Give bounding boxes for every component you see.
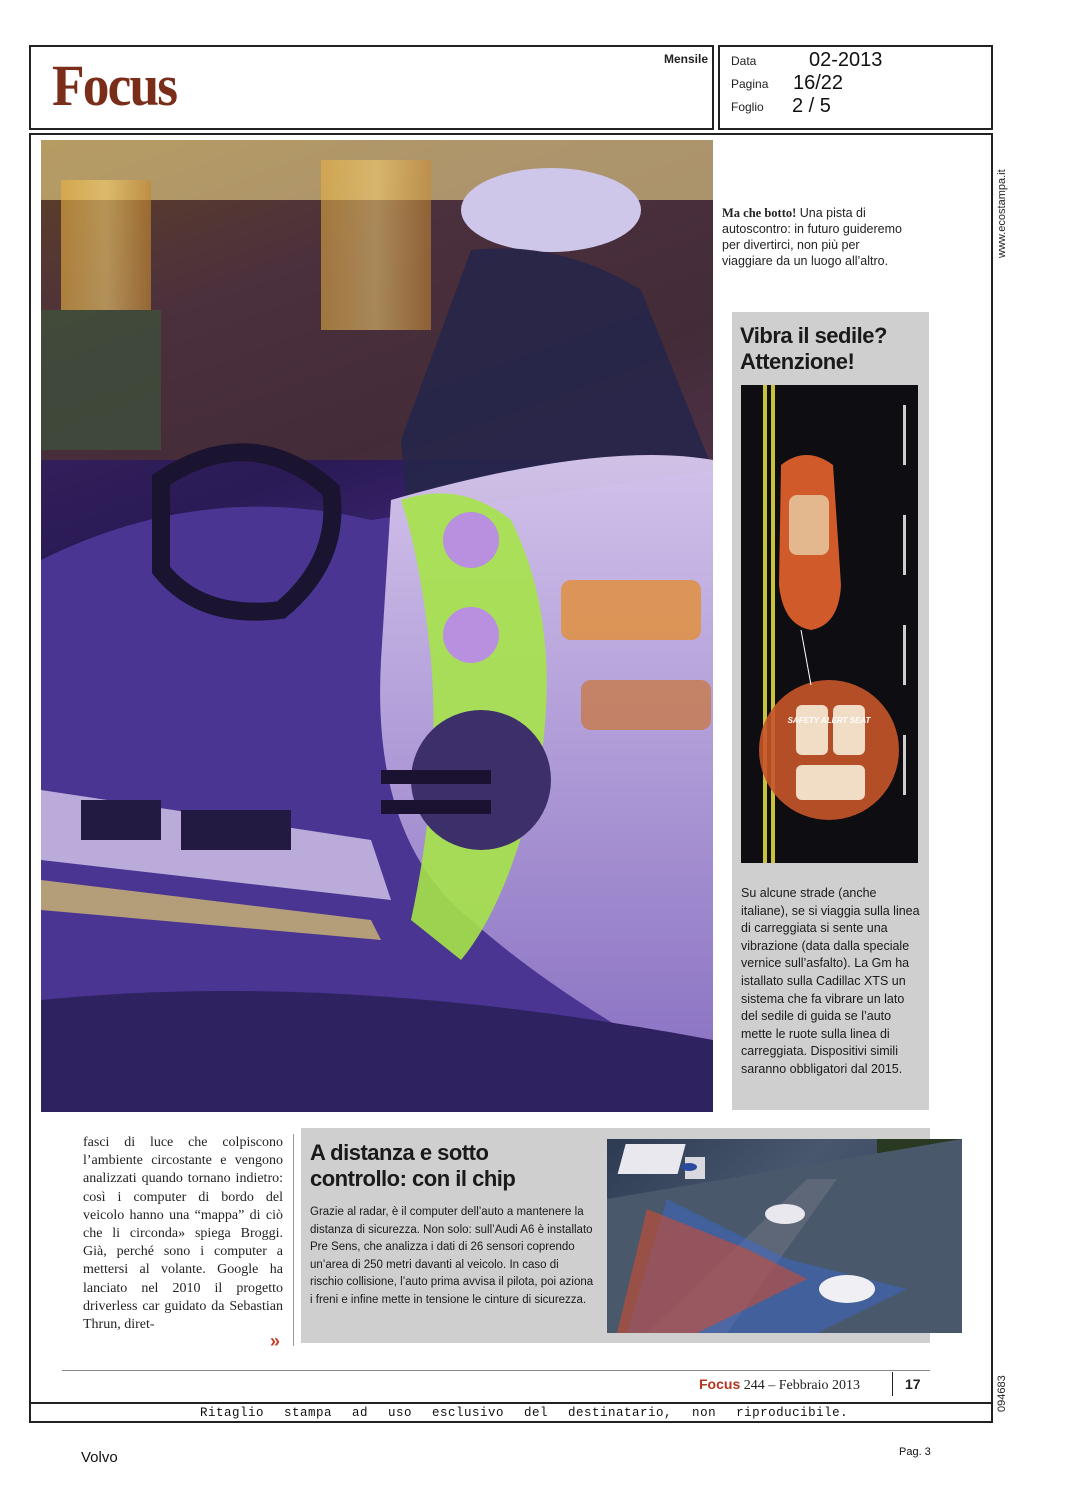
bottom-left-label: Volvo bbox=[81, 1449, 118, 1466]
focus-logo: Focus bbox=[52, 53, 177, 118]
pre-sens-title-1: A distanza e sotto bbox=[310, 1140, 489, 1165]
pre-sens-title-2: controllo: con il chip bbox=[310, 1166, 516, 1191]
caption-lead: Ma che botto! bbox=[722, 206, 797, 220]
pagina-value: 16/22 bbox=[793, 72, 844, 94]
folio-issue: 244 – Febbraio 2013 bbox=[740, 1378, 860, 1393]
caption-text: Una pista di autoscontro: in futuro guideremo per divertirci, non più per viaggiare da un luogo all’altro. bbox=[722, 206, 902, 268]
page-number: 17 bbox=[905, 1376, 921, 1392]
continue-arrow: » bbox=[270, 1331, 281, 1351]
data-value: 02-2013 bbox=[809, 49, 883, 71]
photo-caption bbox=[722, 205, 912, 269]
frequency-label: Mensile bbox=[664, 52, 709, 66]
side-code: 094683 bbox=[996, 1375, 1008, 1412]
road-car-illustration bbox=[741, 385, 918, 863]
footer-rule bbox=[62, 1370, 930, 1371]
safety-alert-seat-label: SAFETY ALERT SEAT bbox=[787, 716, 871, 725]
seat-alert-diagram bbox=[741, 385, 918, 863]
folio-divider bbox=[892, 1372, 893, 1396]
highway-radar-svg bbox=[607, 1139, 962, 1333]
seat-box-title-1: Vibra il sedile? bbox=[740, 323, 887, 348]
bumper-car-photo bbox=[41, 140, 713, 1112]
pagina-label: Pagina bbox=[731, 77, 769, 91]
radar-illustration bbox=[607, 1139, 962, 1333]
column-divider bbox=[293, 1134, 294, 1346]
pre-sens-text: Grazie al radar, è il computer dell’auto a mantenere la distanza di sicurezza. Non solo: sull’Audi A6 è installato Pre Sens, che analizza i dati di 26 sensori coprendo un’area di 250 metri davanti al veicolo. In caso di rischio collisione, l’auto prima avvisa il pilota, poi aziona i freni e infine mette in tensione le cinture di sicurezza. bbox=[310, 1206, 594, 1306]
data-label: Data bbox=[731, 54, 757, 68]
seat-box-title-2: Attenzione! bbox=[740, 349, 855, 374]
side-url: www.ecostampa.it bbox=[996, 169, 1008, 258]
seat-box-text: Su alcune strade (anche italiane), se si viaggia sulla linea di carreggiata si sente una vibrazione (data dalla speciale vernice sull’asfalto). La Gm ha istallato sulla Cadillac XTS un sistema che fa vibrare un lato del sedile di guida se l’auto mette le ruote sulla linea di carreggiata. Dispositivi simili saranno obbligatori dal 2015. bbox=[741, 886, 920, 1076]
folio-brand: Focus bbox=[699, 1376, 741, 1392]
folio bbox=[699, 1376, 860, 1394]
bumper-car-illustration bbox=[41, 140, 713, 1112]
disclaimer-text: Ritaglio stampa ad uso esclusivo del destinatario, non riproducibile. bbox=[200, 1406, 849, 1420]
article-column-text: fasci di luce che colpiscono l’ambiente circostante e vengono analizzati quando tornano indietro: così i computer di bordo del veicolo hanno una “mappa” di ciò che li circonda» spiega Broggi. Già, perché sono i computer a mettersi al volante. Google ha lanciato nel 2010 il progetto driverless car guidato da Sebastian Thrun, diret- bbox=[83, 1135, 283, 1333]
foglio-label: Foglio bbox=[731, 100, 764, 114]
foglio-value: 2 / 5 bbox=[792, 95, 831, 117]
bottom-page-label: Pag. 3 bbox=[899, 1446, 931, 1458]
